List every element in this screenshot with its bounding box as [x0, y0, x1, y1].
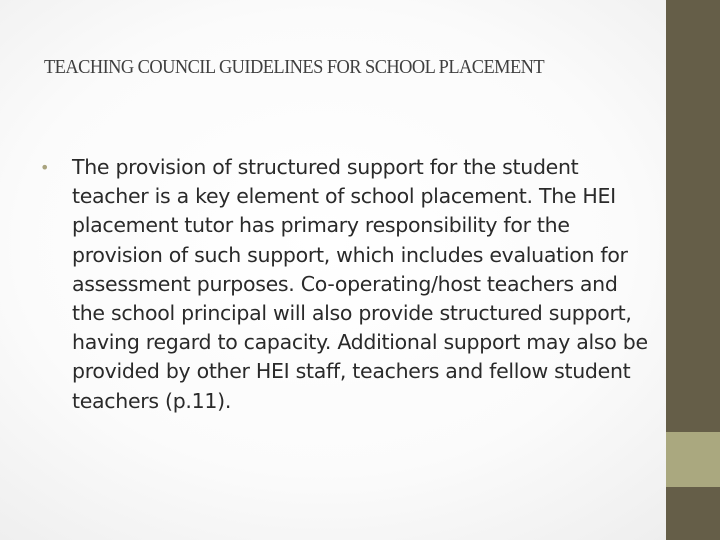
slide-title: TEACHING COUNCIL GUIDELINES FOR SCHOOL PLACEMENT: [44, 56, 545, 78]
bullet-list: [36, 153, 651, 416]
bullet-icon: •: [40, 158, 50, 177]
sidebar-accent-block: [666, 432, 720, 487]
bullet-text: The provision of structured support for the student teacher is a key element of school placement. The HEI placement tutor has primary responsibility for the provision of such support, which includes evaluation for assessment purposes. Co-operating/host teachers and the school principal will also provide structured support, having regard to capacity. Additional support may also be provided by other HEI staff, teachers and fellow student teachers (p.11).: [72, 155, 648, 413]
bullet-item: [36, 153, 651, 416]
